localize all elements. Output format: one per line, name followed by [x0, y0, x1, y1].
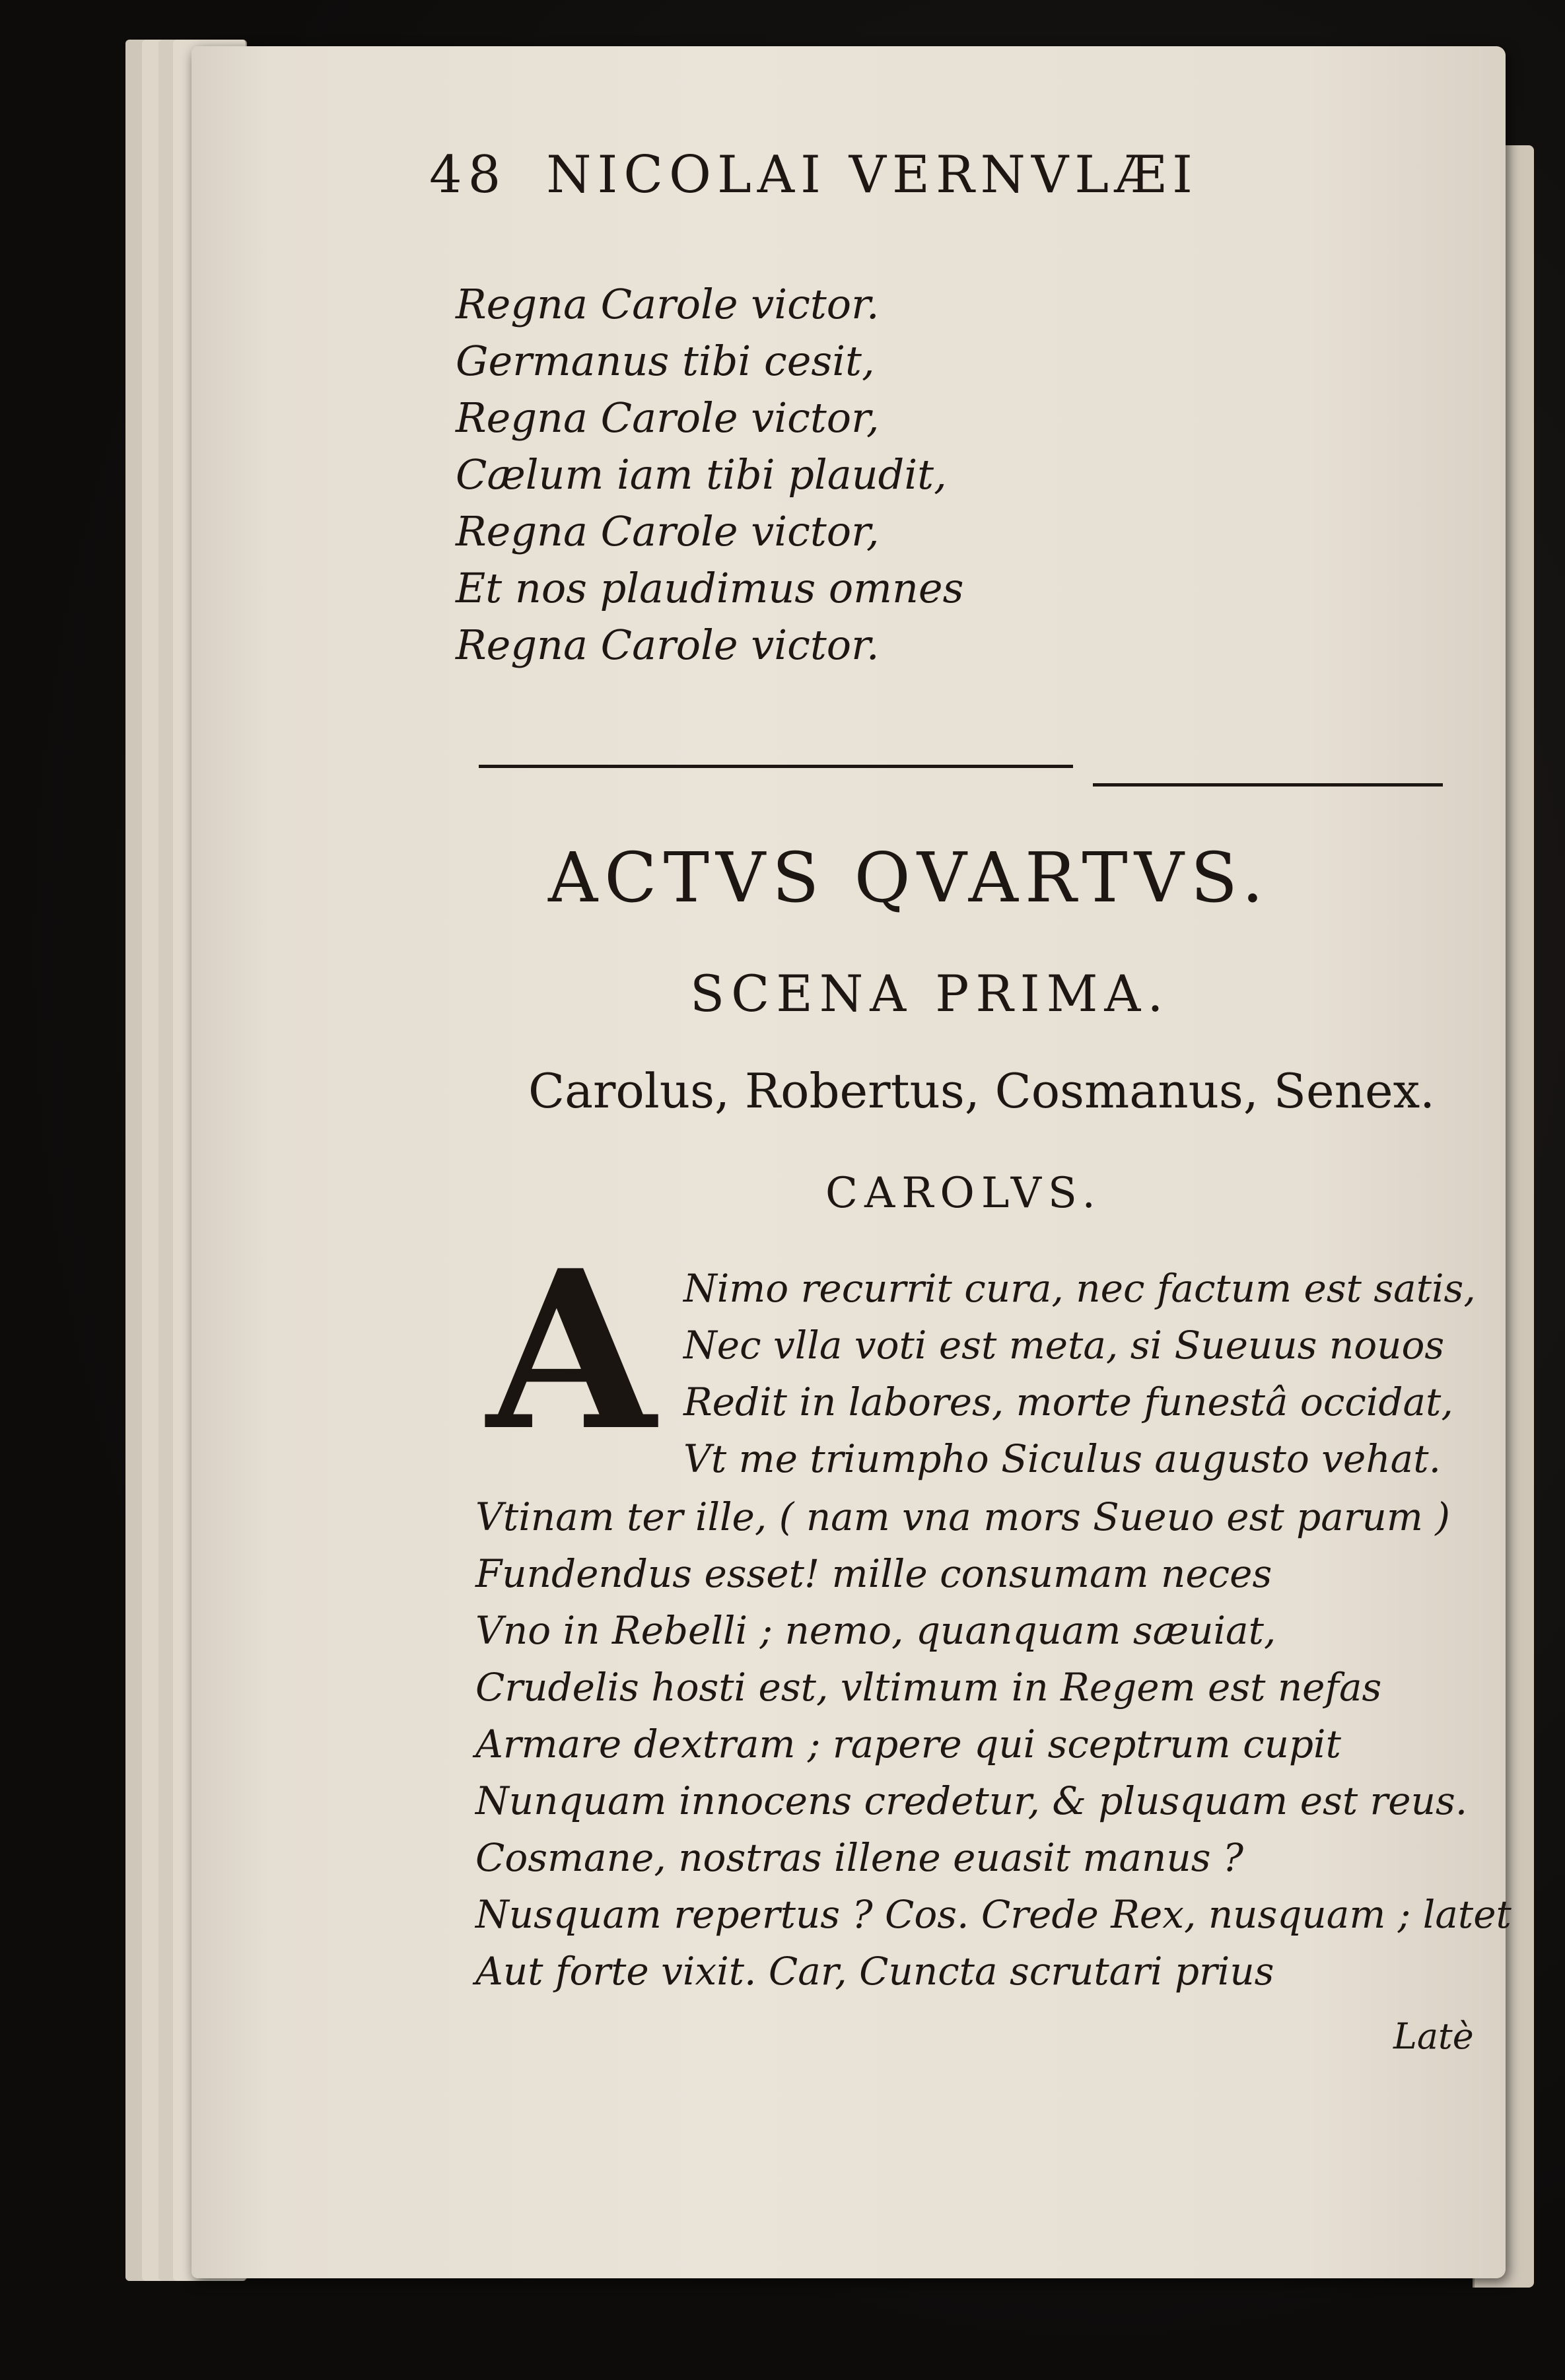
- indented-verse-block: [683, 1260, 1476, 1487]
- scene-title: SCENA PRIMA.: [690, 964, 1170, 1023]
- verse-line: Cælum iam tibi plaudit,: [456, 450, 947, 499]
- verse-line: Vt me triumpho Siculus augusto vehat.: [683, 1436, 1442, 1481]
- dramatis-personae: Carolus, Robertus, Cosmanus, Senex.: [528, 1063, 1436, 1119]
- act-title: ACTVS QVARTVS.: [548, 837, 1270, 918]
- drop-cap: A: [486, 1222, 656, 1479]
- running-title: NICOLAI VERNVLÆI: [546, 145, 1199, 205]
- verse-line: Germanus tibi cesit,: [456, 337, 875, 385]
- verse-line: Nimo recurrit cura, nec factum est satis,: [683, 1266, 1476, 1311]
- verse-line: Regna Carole victor,: [456, 394, 880, 442]
- verse-line: Aut forte vixit. Car, Cuncta scrutari prius: [475, 1949, 1274, 1994]
- verse-line: Cosmane, nostras illene euasit manus ?: [475, 1835, 1244, 1880]
- verse-line: Vtinam ter ille, ( nam vna mors Sueuo est parum ): [475, 1494, 1450, 1539]
- catchword: Latè: [1393, 2015, 1474, 2057]
- verse-line: Vno in Rebelli ; nemo, quanquam sæuiat,: [475, 1608, 1276, 1653]
- running-header: [429, 145, 1367, 205]
- verse-block: [475, 1488, 1512, 2000]
- verse-line: Crudelis hosti est, vltimum in Regem est nefas: [475, 1665, 1382, 1710]
- verse-line: Et nos plaudimus omnes: [456, 564, 964, 612]
- verse-line: Regna Carole victor,: [456, 507, 880, 555]
- section-rule: [479, 765, 1073, 768]
- page-number: 48: [429, 145, 507, 205]
- verse-line: Nunquam innocens credetur, & plusquam est reus.: [475, 1778, 1468, 1823]
- verse-line: Armare dextram ; rapere qui sceptrum cupit: [475, 1722, 1341, 1767]
- top-verse-block: [456, 276, 963, 674]
- verse-line: Regna Carole victor.: [456, 280, 880, 328]
- verse-line: Fundendus esset! mille consumam neces: [475, 1551, 1272, 1596]
- speaker-name: CAROLVS.: [825, 1169, 1102, 1218]
- verse-line: Regna Carole victor.: [456, 621, 880, 669]
- section-rule: [1093, 783, 1443, 787]
- verse-line: Redit in labores, morte funestâ occidat,: [683, 1380, 1453, 1424]
- verse-line: Nec vlla voti est meta, si Sueuus nouos: [683, 1323, 1445, 1368]
- verse-line: Nusquam repertus ? Cos. Crede Rex, nusquam ; latet: [475, 1892, 1512, 1937]
